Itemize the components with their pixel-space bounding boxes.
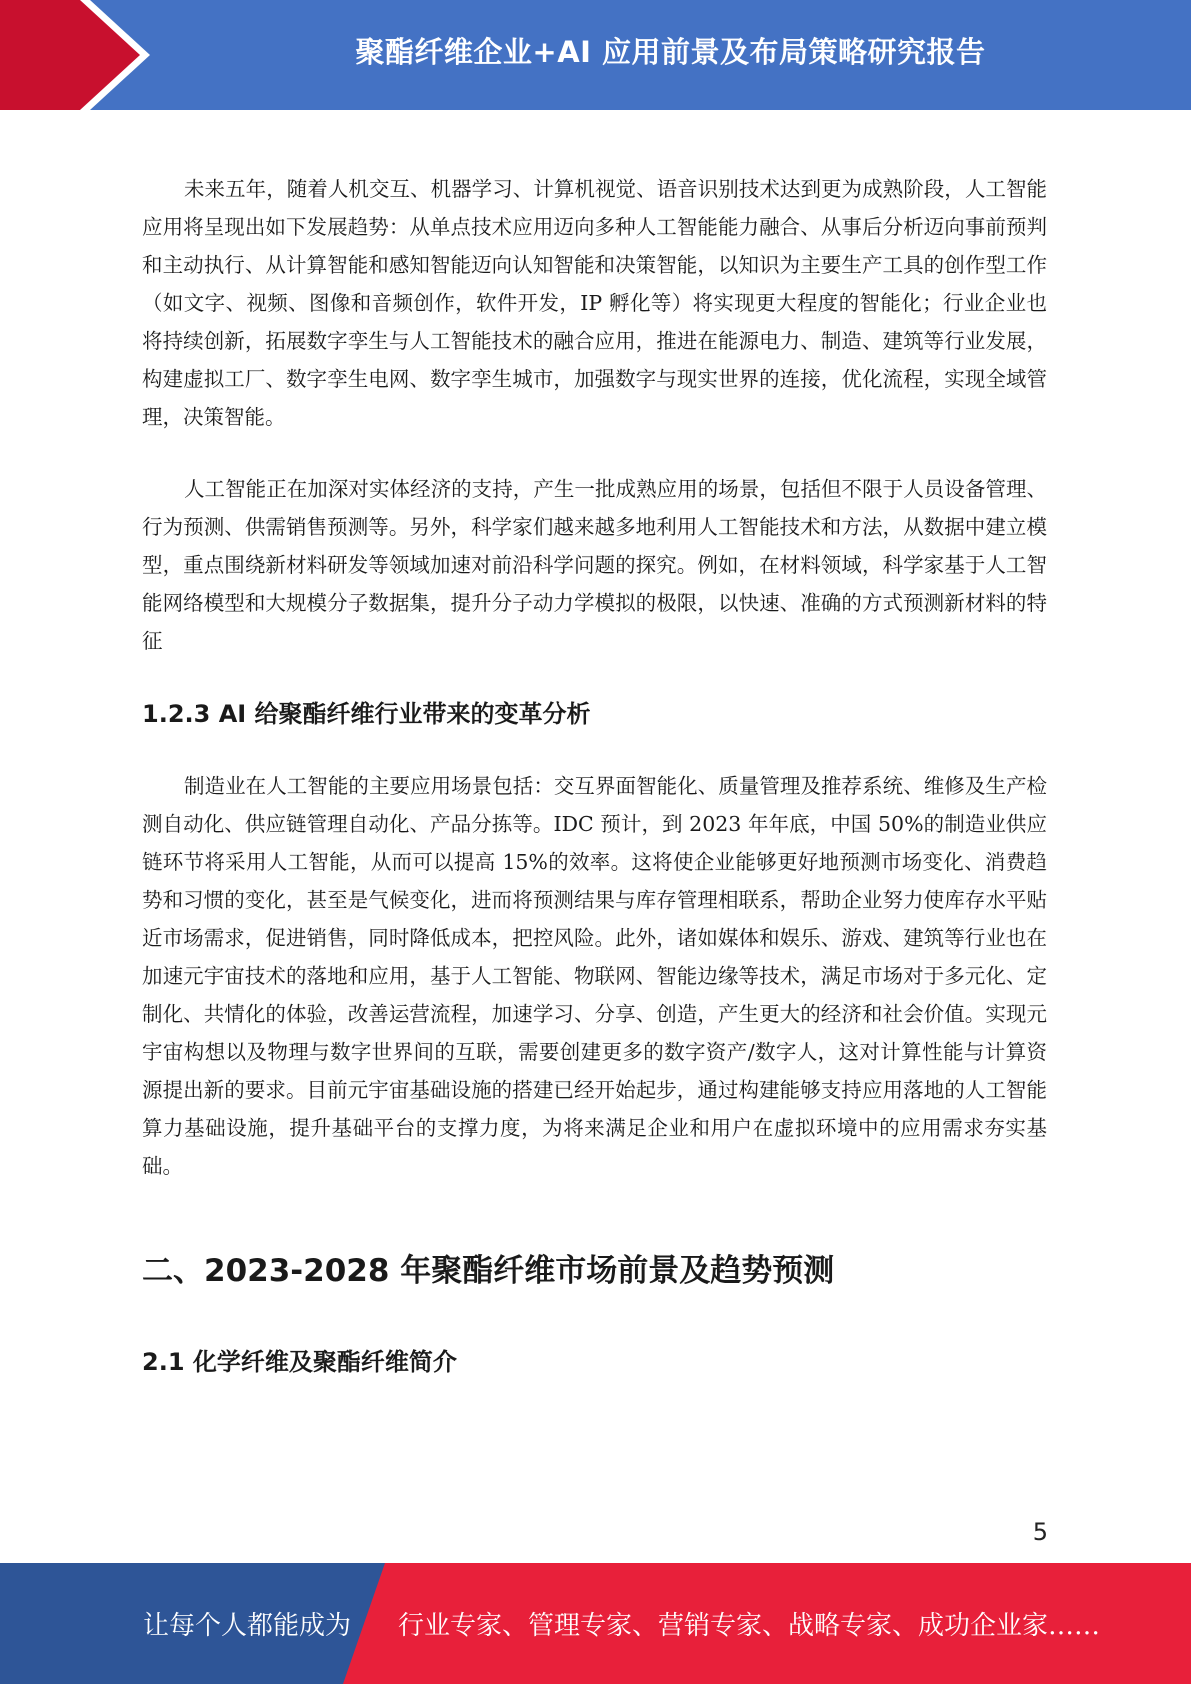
chapter-heading-2: 二、2023-2028 年聚酯纤维市场前景及趋势预测 <box>142 1253 835 1289</box>
paragraph-manufacturing-ai: 制造业在人工智能的主要应用场景包括：交互界面智能化、质量管理及推荐系统、维修及生产检测自动化、供应链管理自动化、产品分拣等。IDC 预计，到 2023 年年底，中国 50%的制造业供应链环节将采用人工智能，从而可以提高 15%的效率。这将使企业能够更好地预测市场变化、消费趋势和习惯的变化，甚至是气候变化，进而将预测结果与库存管理相联系，帮助企业努力使库存水平贴近市场需求，促进销售，同时降低成本，把控风险。此外，诸如媒体和娱乐、游戏、建筑等行业也在加速元宇宙技术的落地和应用，基于人工智能、物联网、智能边缘等技术，满足市场对于多元化、定制化、共情化的体验，改善运营流程，加速学习、分享、创造，产生更大的经济和社会价值。实现元宇宙构想以及物理与数字世界间的互联，需要创建更多的数字资产/数字人，这对计算性能与计算资源提出新的要求。目前元宇宙基础设施的搭建已经开始起步，通过构建能够支持应用落地的人工智能算力基础设施，提升基础平台的支撑力度，为将来满足企业和用户在虚拟环境中的应用需求夯实基础。 <box>142 774 1047 1178</box>
page-body <box>142 170 1047 1377</box>
footer-slogan-right: 行业专家、管理专家、营销专家、战略专家、成功企业家…… <box>398 1611 1101 1641</box>
page-footer <box>0 1563 1191 1684</box>
section-heading-2-1: 2.1 化学纤维及聚酯纤维简介 <box>142 1348 457 1376</box>
page-number: 5 <box>1032 1518 1048 1546</box>
report-title: 聚酯纤维企业+AI 应用前景及布局策略研究报告 <box>355 34 986 69</box>
paragraph-ai-trends: 未来五年，随着人机交互、机器学习、计算机视觉、语音识别技术达到更为成熟阶段，人工智能应用将呈现出如下发展趋势：从单点技术应用迈向多种人工智能能力融合、从事后分析迈向事前预判和主动执行、从计算智能和感知智能迈向认知智能和决策智能，以知识为主要生产工具的创作型工作（如文字、视频、图像和音频创作，软件开发，IP 孵化等）将实现更大程度的智能化；行业企业也将持续创新，拓展数字孪生与人工智能技术的融合应用，推进在能源电力、制造、建筑等行业发展，构建虚拟工厂、数字孪生电网、数字孪生城市，加强数字与现实世界的连接，优化流程，实现全域管理，决策智能。 <box>142 177 1047 429</box>
paragraph-ai-real-economy: 人工智能正在加深对实体经济的支持，产生一批成熟应用的场景，包括但不限于人员设备管理、行为预测、供需销售预测等。另外，科学家们越来越多地利用人工智能技术和方法，从数据中建立模型，重点围绕新材料研发等领域加速对前沿科学问题的探究。例如，在材料领域，科学家基于人工智能网络模型和大规模分子数据集，提升分子动力学模拟的极限，以快速、准确的方式预测新材料的特征 <box>142 477 1047 653</box>
header-chevron-icon <box>0 0 140 110</box>
page-header <box>0 0 1191 110</box>
footer-slogan-left: 让每个人都能成为 <box>143 1611 352 1641</box>
section-heading-1-2-3: 1.2.3 AI 给聚酯纤维行业带来的变革分析 <box>142 700 591 728</box>
